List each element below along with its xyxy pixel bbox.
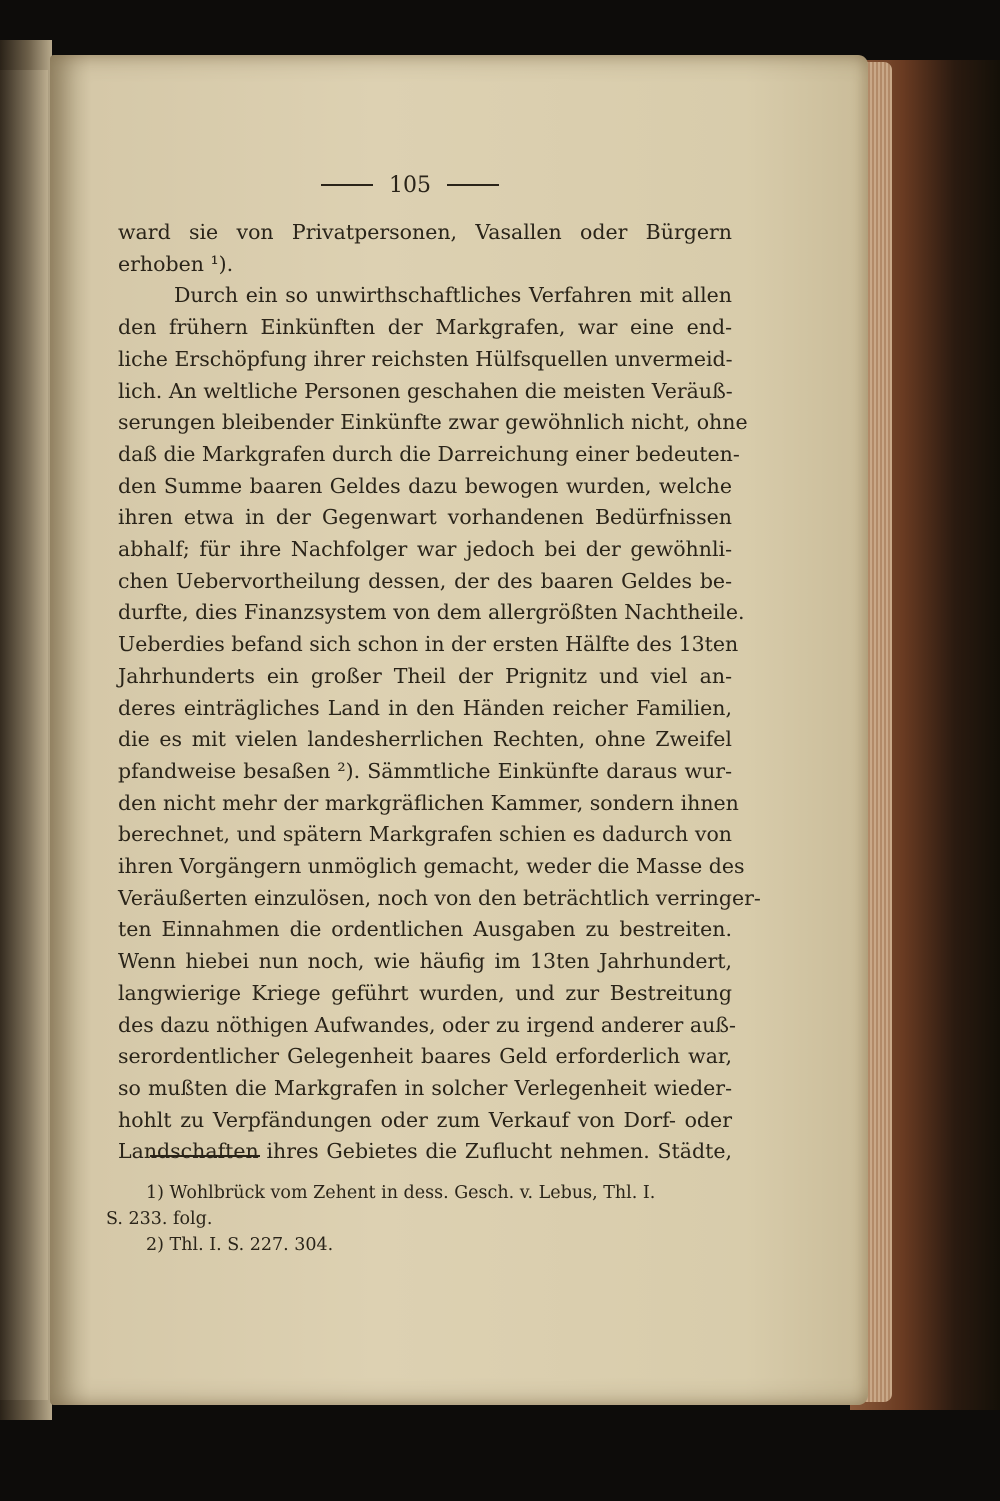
footnote-continuation: S. 233. folg. [106, 1209, 213, 1229]
text-line: erhoben ¹). [118, 251, 234, 276]
text-line: abhalf; für ihre Nachfolger war jedoch bei der gewöhnli- [118, 537, 732, 562]
text-line: die es mit vielen landesherrlichen Rechten, ohne Zweifel [118, 727, 732, 752]
text-line: pfandweise besaßen ²). Sämmtliche Einkünfte daraus wur- [118, 758, 732, 783]
text-line: hohlt zu Verpfändungen oder zum Verkauf von Dorf- oder [118, 1107, 732, 1132]
header-rule-right [447, 184, 499, 186]
text-line: Durch ein so unwirthschaftliches Verfahren mit allen [174, 283, 732, 308]
text-line: ward sie von Privatpersonen, Vasallen oder Bürgern [118, 220, 732, 244]
text-line: deres einträgliches Land in den Händen reicher Familien, [118, 695, 732, 720]
footnote: 2) Thl. I. S. 227. 304. [146, 1235, 334, 1255]
text-line: liche Erschöpfung ihrer reichsten Hülfsquellen unvermeid- [118, 346, 733, 371]
page-header [300, 170, 520, 200]
text-line: Veräußerten einzulösen, noch von den beträchtlich verringer- [118, 885, 761, 910]
text-line: Wenn hiebei nun noch, wie häufig im 13ten Jahrhundert, [118, 949, 732, 974]
text-line: den nicht mehr der markgräflichen Kammer, sondern ihnen [118, 790, 739, 815]
text-line: serungen bleibender Einkünfte zwar gewöhnlich nicht, ohne [118, 410, 748, 435]
footnotes [106, 1180, 734, 1258]
footnote: 1) Wohlbrück vom Zehent in dess. Gesch. v. Lebus, Thl. I. [146, 1183, 656, 1203]
page-number: 105 [389, 172, 431, 198]
text-line: lich. An weltliche Personen geschahen die meisten Veräuß- [118, 378, 733, 403]
text-line: Jahrhunderts ein großer Theil der Prignitz und viel an- [118, 663, 732, 688]
text-line: Ueberdies befand sich schon in der ersten Hälfte des 13ten [118, 632, 739, 657]
body-text [118, 217, 761, 1168]
book-gutter [0, 70, 48, 1400]
text-line: langwierige Kriege geführt wurden, und zur Bestreitung [118, 980, 732, 1005]
text-line: ihren etwa in der Gegenwart vorhandenen Bedürfnissen [118, 505, 732, 530]
text-line: berechnet, und spätern Markgrafen schien es dadurch von [118, 822, 732, 847]
text-line: ten Einnahmen die ordentlichen Ausgaben zu bestreiten. [118, 917, 732, 942]
header-rule-left [321, 184, 373, 186]
text-line: den frühern Einkünften der Markgrafen, war eine end- [118, 315, 732, 340]
text-line: durfte, dies Finanzsystem von dem allergrößten Nachtheile. [118, 600, 745, 625]
text-line: des dazu nöthigen Aufwandes, oder zu irgend anderer auß- [118, 1012, 736, 1037]
text-line: Landschaften ihres Gebietes die Zuflucht nehmen. Städte, [118, 1139, 732, 1164]
footnote-rule [150, 1155, 260, 1157]
text-line: den Summe baaren Geldes dazu bewogen wurden, welche [118, 473, 732, 498]
text-line: daß die Markgrafen durch die Darreichung einer bedeuten- [118, 441, 740, 466]
text-line: ihren Vorgängern unmöglich gemacht, weder die Masse des [118, 854, 745, 879]
text-line: chen Uebervortheilung dessen, der des baaren Geldes be- [118, 568, 732, 593]
text-line: so mußten die Markgrafen in solcher Verlegenheit wieder- [118, 1075, 732, 1100]
text-line: serordentlicher Gelegenheit baares Geld erforderlich war, [118, 1044, 732, 1069]
